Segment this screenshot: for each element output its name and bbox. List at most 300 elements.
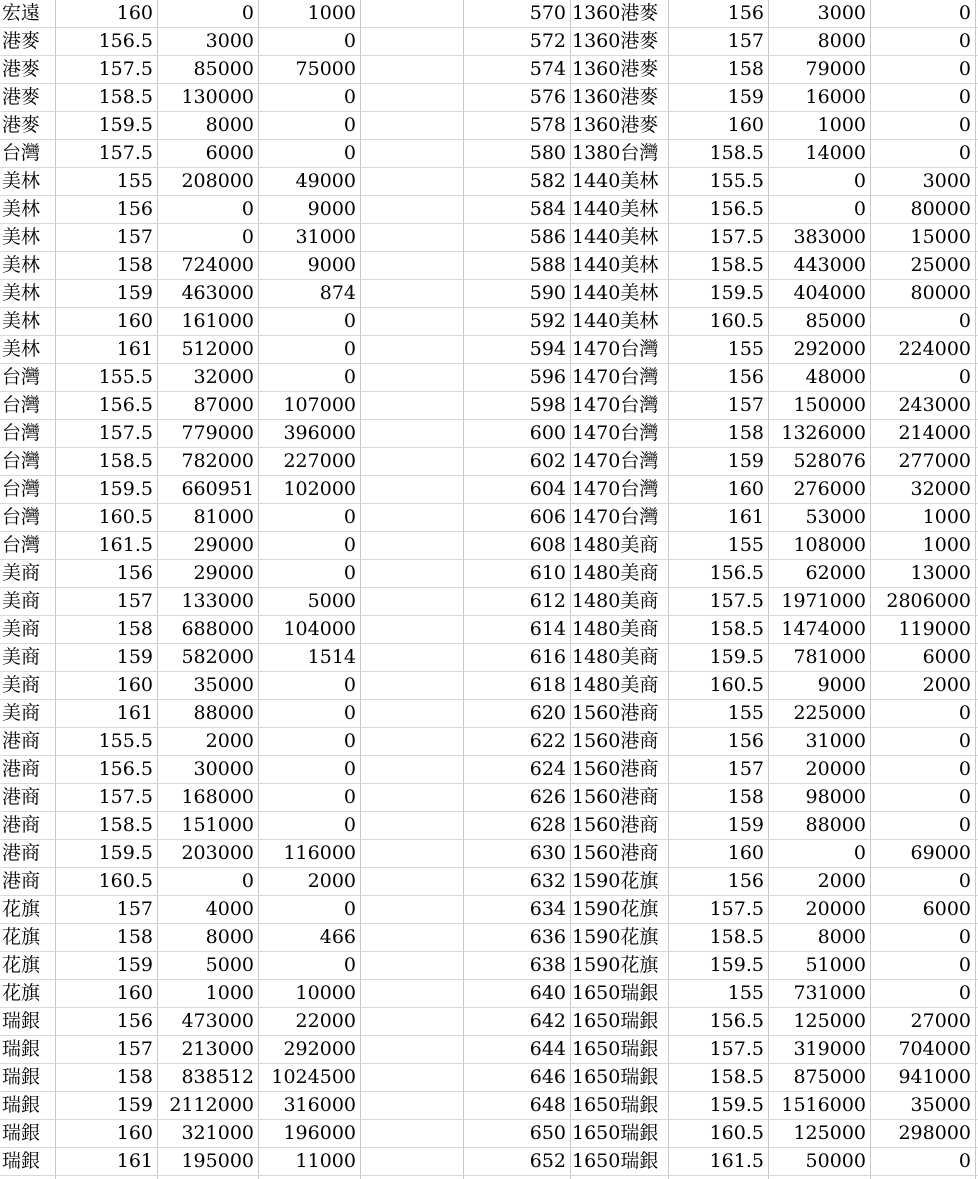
right-put-cell[interactable]: 2000 [922,674,971,696]
left-strike-cell[interactable]: 155.5 [98,366,153,388]
right-call-cell[interactable]: 0 [853,198,866,220]
left-call-cell[interactable]: 0 [241,226,254,248]
right-id-cell[interactable]: 624 [529,758,566,780]
right-strike-cell[interactable]: 160 [727,114,764,136]
left-call-cell[interactable]: 2000 [205,730,254,752]
left-strike-cell[interactable]: 158 [116,926,153,948]
right-id-cell[interactable]: 584 [529,198,566,220]
right-strike-cell[interactable]: 156.5 [709,1010,764,1032]
right-name-cell[interactable]: 1470台灣 [572,338,659,360]
right-call-cell[interactable]: 528076 [793,450,866,472]
right-id-cell[interactable]: 616 [529,646,566,668]
right-id-cell[interactable]: 638 [529,954,566,976]
left-call-cell[interactable]: 133000 [181,590,254,612]
right-strike-cell[interactable]: 157 [727,758,764,780]
right-name-cell[interactable]: 1590花旗 [572,898,659,920]
right-strike-cell[interactable]: 158.5 [709,1066,764,1088]
left-name-cell[interactable]: 港麥 [2,30,41,52]
left-put-cell[interactable]: 316000 [283,1094,356,1116]
left-call-cell[interactable]: 582000 [181,646,254,668]
right-name-cell[interactable]: 1360港麥 [572,114,659,136]
left-strike-cell[interactable]: 160 [116,674,153,696]
right-name-cell[interactable]: 1650瑞銀 [572,1122,659,1144]
right-call-cell[interactable]: 3000 [817,2,866,24]
right-call-cell[interactable]: 150000 [793,394,866,416]
right-call-cell[interactable]: 8000 [817,30,866,52]
left-call-cell[interactable]: 838512 [181,1066,254,1088]
right-put-cell[interactable]: 214000 [898,422,971,444]
right-name-cell[interactable]: 1560港商 [572,814,659,836]
right-strike-cell[interactable]: 156 [727,730,764,752]
left-strike-cell[interactable]: 160 [116,2,153,24]
right-strike-cell[interactable]: 160 [727,842,764,864]
left-call-cell[interactable]: 208000 [181,170,254,192]
right-name-cell[interactable]: 1440美林 [572,198,659,220]
right-call-cell[interactable]: 31000 [805,730,866,752]
left-put-cell[interactable]: 0 [343,114,356,136]
right-strike-cell[interactable]: 155.5 [709,170,764,192]
right-strike-cell[interactable]: 156 [727,366,764,388]
right-name-cell[interactable]: 1360港麥 [572,2,659,24]
right-strike-cell[interactable]: 156 [727,870,764,892]
left-put-cell[interactable]: 0 [343,310,356,332]
right-name-cell[interactable]: 1360港麥 [572,58,659,80]
right-call-cell[interactable]: 8000 [817,926,866,948]
right-strike-cell[interactable]: 155 [727,338,764,360]
left-name-cell[interactable]: 美林 [2,254,41,276]
left-strike-cell[interactable]: 157.5 [98,422,153,444]
right-strike-cell[interactable]: 157.5 [709,590,764,612]
right-call-cell[interactable]: 1326000 [781,422,866,444]
right-name-cell[interactable]: 1360港麥 [572,86,659,108]
right-strike-cell[interactable]: 159.5 [709,1094,764,1116]
left-name-cell[interactable]: 美林 [2,338,41,360]
left-name-cell[interactable]: 台灣 [2,534,41,556]
left-call-cell[interactable]: 30000 [193,758,254,780]
right-strike-cell[interactable]: 160 [727,478,764,500]
left-call-cell[interactable]: 130000 [181,86,254,108]
left-strike-cell[interactable]: 155 [116,170,153,192]
left-strike-cell[interactable]: 158.5 [98,86,153,108]
left-call-cell[interactable]: 35000 [193,674,254,696]
right-id-cell[interactable]: 648 [529,1094,566,1116]
right-put-cell[interactable]: 119000 [898,618,971,640]
right-name-cell[interactable]: 1470台灣 [572,394,659,416]
right-name-cell[interactable]: 1650瑞銀 [572,1094,659,1116]
right-name-cell[interactable]: 1470台灣 [572,450,659,472]
left-name-cell[interactable]: 台灣 [2,506,41,528]
left-strike-cell[interactable]: 159 [116,646,153,668]
left-name-cell[interactable]: 港商 [2,786,41,808]
right-id-cell[interactable]: 652 [529,1150,566,1172]
left-name-cell[interactable]: 花旗 [2,982,41,1004]
left-name-cell[interactable]: 美商 [2,590,41,612]
right-put-cell[interactable]: 0 [958,954,971,976]
left-strike-cell[interactable]: 161 [116,702,153,724]
right-call-cell[interactable]: 79000 [805,58,866,80]
right-id-cell[interactable]: 614 [529,618,566,640]
left-name-cell[interactable]: 瑞銀 [2,1094,41,1116]
left-put-cell[interactable]: 396000 [283,422,356,444]
right-id-cell[interactable]: 606 [529,506,566,528]
right-put-cell[interactable]: 941000 [898,1066,971,1088]
left-put-cell[interactable]: 0 [343,814,356,836]
right-id-cell[interactable]: 630 [529,842,566,864]
left-call-cell[interactable]: 85000 [193,58,254,80]
right-name-cell[interactable]: 1380台灣 [572,142,659,164]
left-put-cell[interactable]: 107000 [283,394,356,416]
left-name-cell[interactable]: 港麥 [2,58,41,80]
right-name-cell[interactable]: 1470台灣 [572,506,659,528]
right-name-cell[interactable]: 1650瑞銀 [572,1038,659,1060]
right-put-cell[interactable]: 224000 [898,338,971,360]
left-put-cell[interactable]: 31000 [295,226,356,248]
left-name-cell[interactable]: 美商 [2,562,41,584]
left-put-cell[interactable]: 116000 [283,842,356,864]
right-name-cell[interactable]: 1440美林 [572,170,659,192]
left-strike-cell[interactable]: 160.5 [98,870,153,892]
right-call-cell[interactable]: 108000 [793,534,866,556]
left-call-cell[interactable]: 463000 [181,282,254,304]
left-put-cell[interactable]: 0 [343,142,356,164]
right-strike-cell[interactable]: 158.5 [709,142,764,164]
right-id-cell[interactable]: 590 [529,282,566,304]
left-call-cell[interactable]: 0 [241,2,254,24]
left-put-cell[interactable]: 10000 [295,982,356,1004]
right-call-cell[interactable]: 51000 [805,954,866,976]
left-strike-cell[interactable]: 157.5 [98,58,153,80]
right-name-cell[interactable]: 1440美林 [572,310,659,332]
right-call-cell[interactable]: 125000 [793,1010,866,1032]
left-strike-cell[interactable]: 159 [116,1094,153,1116]
left-call-cell[interactable]: 688000 [181,618,254,640]
right-name-cell[interactable]: 1560港商 [572,730,659,752]
left-call-cell[interactable]: 0 [241,198,254,220]
left-call-cell[interactable]: 724000 [181,254,254,276]
right-name-cell[interactable]: 1440美林 [572,254,659,276]
left-name-cell[interactable]: 美林 [2,226,41,248]
right-name-cell[interactable]: 1470台灣 [572,366,659,388]
left-call-cell[interactable]: 213000 [181,1038,254,1060]
right-put-cell[interactable]: 0 [958,982,971,1004]
left-strike-cell[interactable]: 156 [116,1010,153,1032]
left-strike-cell[interactable]: 160 [116,1122,153,1144]
left-name-cell[interactable]: 美商 [2,618,41,640]
left-strike-cell[interactable]: 157 [116,898,153,920]
right-id-cell[interactable]: 594 [529,338,566,360]
left-put-cell[interactable]: 466 [319,926,356,948]
left-put-cell[interactable]: 2000 [307,870,356,892]
right-name-cell[interactable]: 1470台灣 [572,478,659,500]
right-id-cell[interactable]: 588 [529,254,566,276]
right-put-cell[interactable]: 0 [958,730,971,752]
right-strike-cell[interactable]: 160.5 [709,1122,764,1144]
right-call-cell[interactable]: 20000 [805,898,866,920]
left-name-cell[interactable]: 台灣 [2,422,41,444]
left-call-cell[interactable]: 782000 [181,450,254,472]
left-put-cell[interactable]: 11000 [295,1150,356,1172]
right-put-cell[interactable]: 298000 [898,1122,971,1144]
left-strike-cell[interactable]: 157.5 [98,786,153,808]
right-id-cell[interactable]: 642 [529,1010,566,1032]
right-put-cell[interactable]: 0 [958,1150,971,1172]
left-call-cell[interactable]: 3000 [205,30,254,52]
right-strike-cell[interactable]: 155 [727,534,764,556]
left-strike-cell[interactable]: 160 [116,982,153,1004]
left-name-cell[interactable]: 港麥 [2,114,41,136]
left-name-cell[interactable]: 美林 [2,198,41,220]
right-call-cell[interactable]: 1971000 [781,590,866,612]
right-call-cell[interactable]: 85000 [805,310,866,332]
right-name-cell[interactable]: 1650瑞銀 [572,1066,659,1088]
right-strike-cell[interactable]: 159.5 [709,646,764,668]
left-name-cell[interactable]: 台灣 [2,366,41,388]
right-call-cell[interactable]: 383000 [793,226,866,248]
right-id-cell[interactable]: 626 [529,786,566,808]
right-call-cell[interactable]: 875000 [793,1066,866,1088]
right-call-cell[interactable]: 88000 [805,814,866,836]
left-put-cell[interactable]: 0 [343,562,356,584]
left-strike-cell[interactable]: 157 [116,226,153,248]
right-call-cell[interactable]: 0 [853,170,866,192]
right-strike-cell[interactable]: 159 [727,450,764,472]
left-strike-cell[interactable]: 160 [116,310,153,332]
right-name-cell[interactable]: 1480美商 [572,618,659,640]
left-call-cell[interactable]: 168000 [181,786,254,808]
left-name-cell[interactable]: 台灣 [2,450,41,472]
right-strike-cell[interactable]: 161 [727,506,764,528]
left-name-cell[interactable]: 瑞銀 [2,1150,41,1172]
left-name-cell[interactable]: 美商 [2,674,41,696]
left-put-cell[interactable]: 0 [343,674,356,696]
right-put-cell[interactable]: 0 [958,926,971,948]
right-put-cell[interactable]: 243000 [898,394,971,416]
left-call-cell[interactable]: 87000 [193,394,254,416]
right-strike-cell[interactable]: 158.5 [709,254,764,276]
right-id-cell[interactable]: 578 [529,114,566,136]
left-strike-cell[interactable]: 159 [116,282,153,304]
right-id-cell[interactable]: 644 [529,1038,566,1060]
right-put-cell[interactable]: 69000 [910,842,971,864]
left-call-cell[interactable]: 203000 [181,842,254,864]
right-put-cell[interactable]: 15000 [910,226,971,248]
right-put-cell[interactable]: 0 [958,86,971,108]
right-call-cell[interactable]: 50000 [805,1150,866,1172]
right-name-cell[interactable]: 1560港商 [572,842,659,864]
left-put-cell[interactable]: 0 [343,702,356,724]
left-call-cell[interactable]: 5000 [205,954,254,976]
left-call-cell[interactable]: 0 [241,870,254,892]
right-strike-cell[interactable]: 160.5 [709,674,764,696]
right-put-cell[interactable]: 0 [958,30,971,52]
left-call-cell[interactable]: 779000 [181,422,254,444]
right-put-cell[interactable]: 2806000 [886,590,971,612]
right-name-cell[interactable]: 1480美商 [572,562,659,584]
left-put-cell[interactable]: 1000 [307,2,356,24]
right-name-cell[interactable]: 1650瑞銀 [572,1150,659,1172]
right-strike-cell[interactable]: 157.5 [709,898,764,920]
left-call-cell[interactable]: 512000 [181,338,254,360]
left-name-cell[interactable]: 台灣 [2,142,41,164]
left-name-cell[interactable]: 瑞銀 [2,1066,41,1088]
right-name-cell[interactable]: 1560港商 [572,786,659,808]
left-strike-cell[interactable]: 157 [116,590,153,612]
left-put-cell[interactable]: 0 [343,786,356,808]
right-call-cell[interactable]: 14000 [805,142,866,164]
right-strike-cell[interactable]: 159 [727,814,764,836]
right-call-cell[interactable]: 443000 [793,254,866,276]
right-call-cell[interactable]: 731000 [793,982,866,1004]
right-name-cell[interactable]: 1480美商 [572,646,659,668]
right-put-cell[interactable]: 0 [958,870,971,892]
right-id-cell[interactable]: 598 [529,394,566,416]
right-name-cell[interactable]: 1590花旗 [572,954,659,976]
right-put-cell[interactable]: 32000 [910,478,971,500]
left-strike-cell[interactable]: 159.5 [98,114,153,136]
right-put-cell[interactable]: 3000 [922,170,971,192]
right-id-cell[interactable]: 634 [529,898,566,920]
left-name-cell[interactable]: 花旗 [2,898,41,920]
left-put-cell[interactable]: 0 [343,366,356,388]
right-call-cell[interactable]: 53000 [805,506,866,528]
left-name-cell[interactable]: 宏遠 [2,2,41,24]
left-name-cell[interactable]: 港商 [2,730,41,752]
left-name-cell[interactable]: 瑞銀 [2,1010,41,1032]
right-call-cell[interactable]: 404000 [793,282,866,304]
left-name-cell[interactable]: 美林 [2,170,41,192]
right-put-cell[interactable]: 0 [958,702,971,724]
left-put-cell[interactable]: 1514 [307,646,356,668]
left-put-cell[interactable]: 874 [319,282,356,304]
left-call-cell[interactable]: 161000 [181,310,254,332]
right-id-cell[interactable]: 632 [529,870,566,892]
left-name-cell[interactable]: 美林 [2,310,41,332]
right-strike-cell[interactable]: 159.5 [709,282,764,304]
left-call-cell[interactable]: 195000 [181,1150,254,1172]
right-put-cell[interactable]: 0 [958,310,971,332]
right-id-cell[interactable]: 646 [529,1066,566,1088]
right-id-cell[interactable]: 628 [529,814,566,836]
left-call-cell[interactable]: 29000 [193,562,254,584]
right-strike-cell[interactable]: 160.5 [709,310,764,332]
left-strike-cell[interactable]: 159.5 [98,478,153,500]
right-strike-cell[interactable]: 156 [727,2,764,24]
left-name-cell[interactable]: 台灣 [2,478,41,500]
right-put-cell[interactable]: 25000 [910,254,971,276]
right-put-cell[interactable]: 13000 [910,562,971,584]
left-put-cell[interactable]: 102000 [283,478,356,500]
right-id-cell[interactable]: 610 [529,562,566,584]
right-strike-cell[interactable]: 155 [727,982,764,1004]
right-strike-cell[interactable]: 157.5 [709,1038,764,1060]
left-put-cell[interactable]: 292000 [283,1038,356,1060]
right-call-cell[interactable]: 1516000 [781,1094,866,1116]
left-strike-cell[interactable]: 156 [116,198,153,220]
right-name-cell[interactable]: 1560港商 [572,702,659,724]
left-name-cell[interactable]: 瑞銀 [2,1122,41,1144]
left-put-cell[interactable]: 0 [343,30,356,52]
right-name-cell[interactable]: 1480美商 [572,534,659,556]
left-call-cell[interactable]: 32000 [193,366,254,388]
right-put-cell[interactable]: 704000 [898,1038,971,1060]
right-call-cell[interactable]: 319000 [793,1038,866,1060]
right-put-cell[interactable]: 80000 [910,282,971,304]
right-put-cell[interactable]: 0 [958,2,971,24]
right-id-cell[interactable]: 592 [529,310,566,332]
left-put-cell[interactable]: 9000 [307,254,356,276]
right-id-cell[interactable]: 574 [529,58,566,80]
left-strike-cell[interactable]: 158 [116,254,153,276]
right-id-cell[interactable]: 620 [529,702,566,724]
right-call-cell[interactable]: 48000 [805,366,866,388]
right-name-cell[interactable]: 1470台灣 [572,422,659,444]
right-put-cell[interactable]: 277000 [898,450,971,472]
right-put-cell[interactable]: 0 [958,786,971,808]
right-name-cell[interactable]: 1590花旗 [572,926,659,948]
left-strike-cell[interactable]: 158 [116,618,153,640]
right-call-cell[interactable]: 225000 [793,702,866,724]
right-strike-cell[interactable]: 158 [727,422,764,444]
right-id-cell[interactable]: 572 [529,30,566,52]
right-name-cell[interactable]: 1480美商 [572,674,659,696]
right-strike-cell[interactable]: 159 [727,86,764,108]
right-call-cell[interactable]: 292000 [793,338,866,360]
right-call-cell[interactable]: 16000 [805,86,866,108]
left-put-cell[interactable]: 49000 [295,170,356,192]
right-put-cell[interactable]: 6000 [922,898,971,920]
right-strike-cell[interactable]: 157 [727,394,764,416]
right-id-cell[interactable]: 650 [529,1122,566,1144]
left-put-cell[interactable]: 0 [343,730,356,752]
right-name-cell[interactable]: 1590花旗 [572,870,659,892]
left-put-cell[interactable]: 196000 [283,1122,356,1144]
right-strike-cell[interactable]: 161.5 [709,1150,764,1172]
left-strike-cell[interactable]: 160.5 [98,506,153,528]
left-strike-cell[interactable]: 158.5 [98,450,153,472]
right-id-cell[interactable]: 600 [529,422,566,444]
right-call-cell[interactable]: 1000 [817,114,866,136]
left-put-cell[interactable]: 22000 [295,1010,356,1032]
left-call-cell[interactable]: 81000 [193,506,254,528]
left-name-cell[interactable]: 台灣 [2,394,41,416]
left-name-cell[interactable]: 港商 [2,842,41,864]
left-call-cell[interactable]: 29000 [193,534,254,556]
right-call-cell[interactable]: 2000 [817,870,866,892]
right-put-cell[interactable]: 1000 [922,534,971,556]
right-call-cell[interactable]: 276000 [793,478,866,500]
left-strike-cell[interactable]: 158 [116,1066,153,1088]
right-id-cell[interactable]: 580 [529,142,566,164]
right-id-cell[interactable]: 612 [529,590,566,612]
right-call-cell[interactable]: 62000 [805,562,866,584]
left-name-cell[interactable]: 美商 [2,702,41,724]
left-put-cell[interactable]: 0 [343,898,356,920]
right-strike-cell[interactable]: 156.5 [709,562,764,584]
right-id-cell[interactable]: 576 [529,86,566,108]
left-call-cell[interactable]: 4000 [205,898,254,920]
right-put-cell[interactable]: 6000 [922,646,971,668]
left-put-cell[interactable]: 0 [343,338,356,360]
left-strike-cell[interactable]: 158.5 [98,814,153,836]
left-put-cell[interactable]: 0 [343,86,356,108]
right-strike-cell[interactable]: 157 [727,30,764,52]
right-strike-cell[interactable]: 157.5 [709,226,764,248]
right-strike-cell[interactable]: 159.5 [709,954,764,976]
right-name-cell[interactable]: 1650瑞銀 [572,1010,659,1032]
right-name-cell[interactable]: 1650瑞銀 [572,982,659,1004]
right-put-cell[interactable]: 1000 [922,506,971,528]
left-strike-cell[interactable]: 155.5 [98,730,153,752]
